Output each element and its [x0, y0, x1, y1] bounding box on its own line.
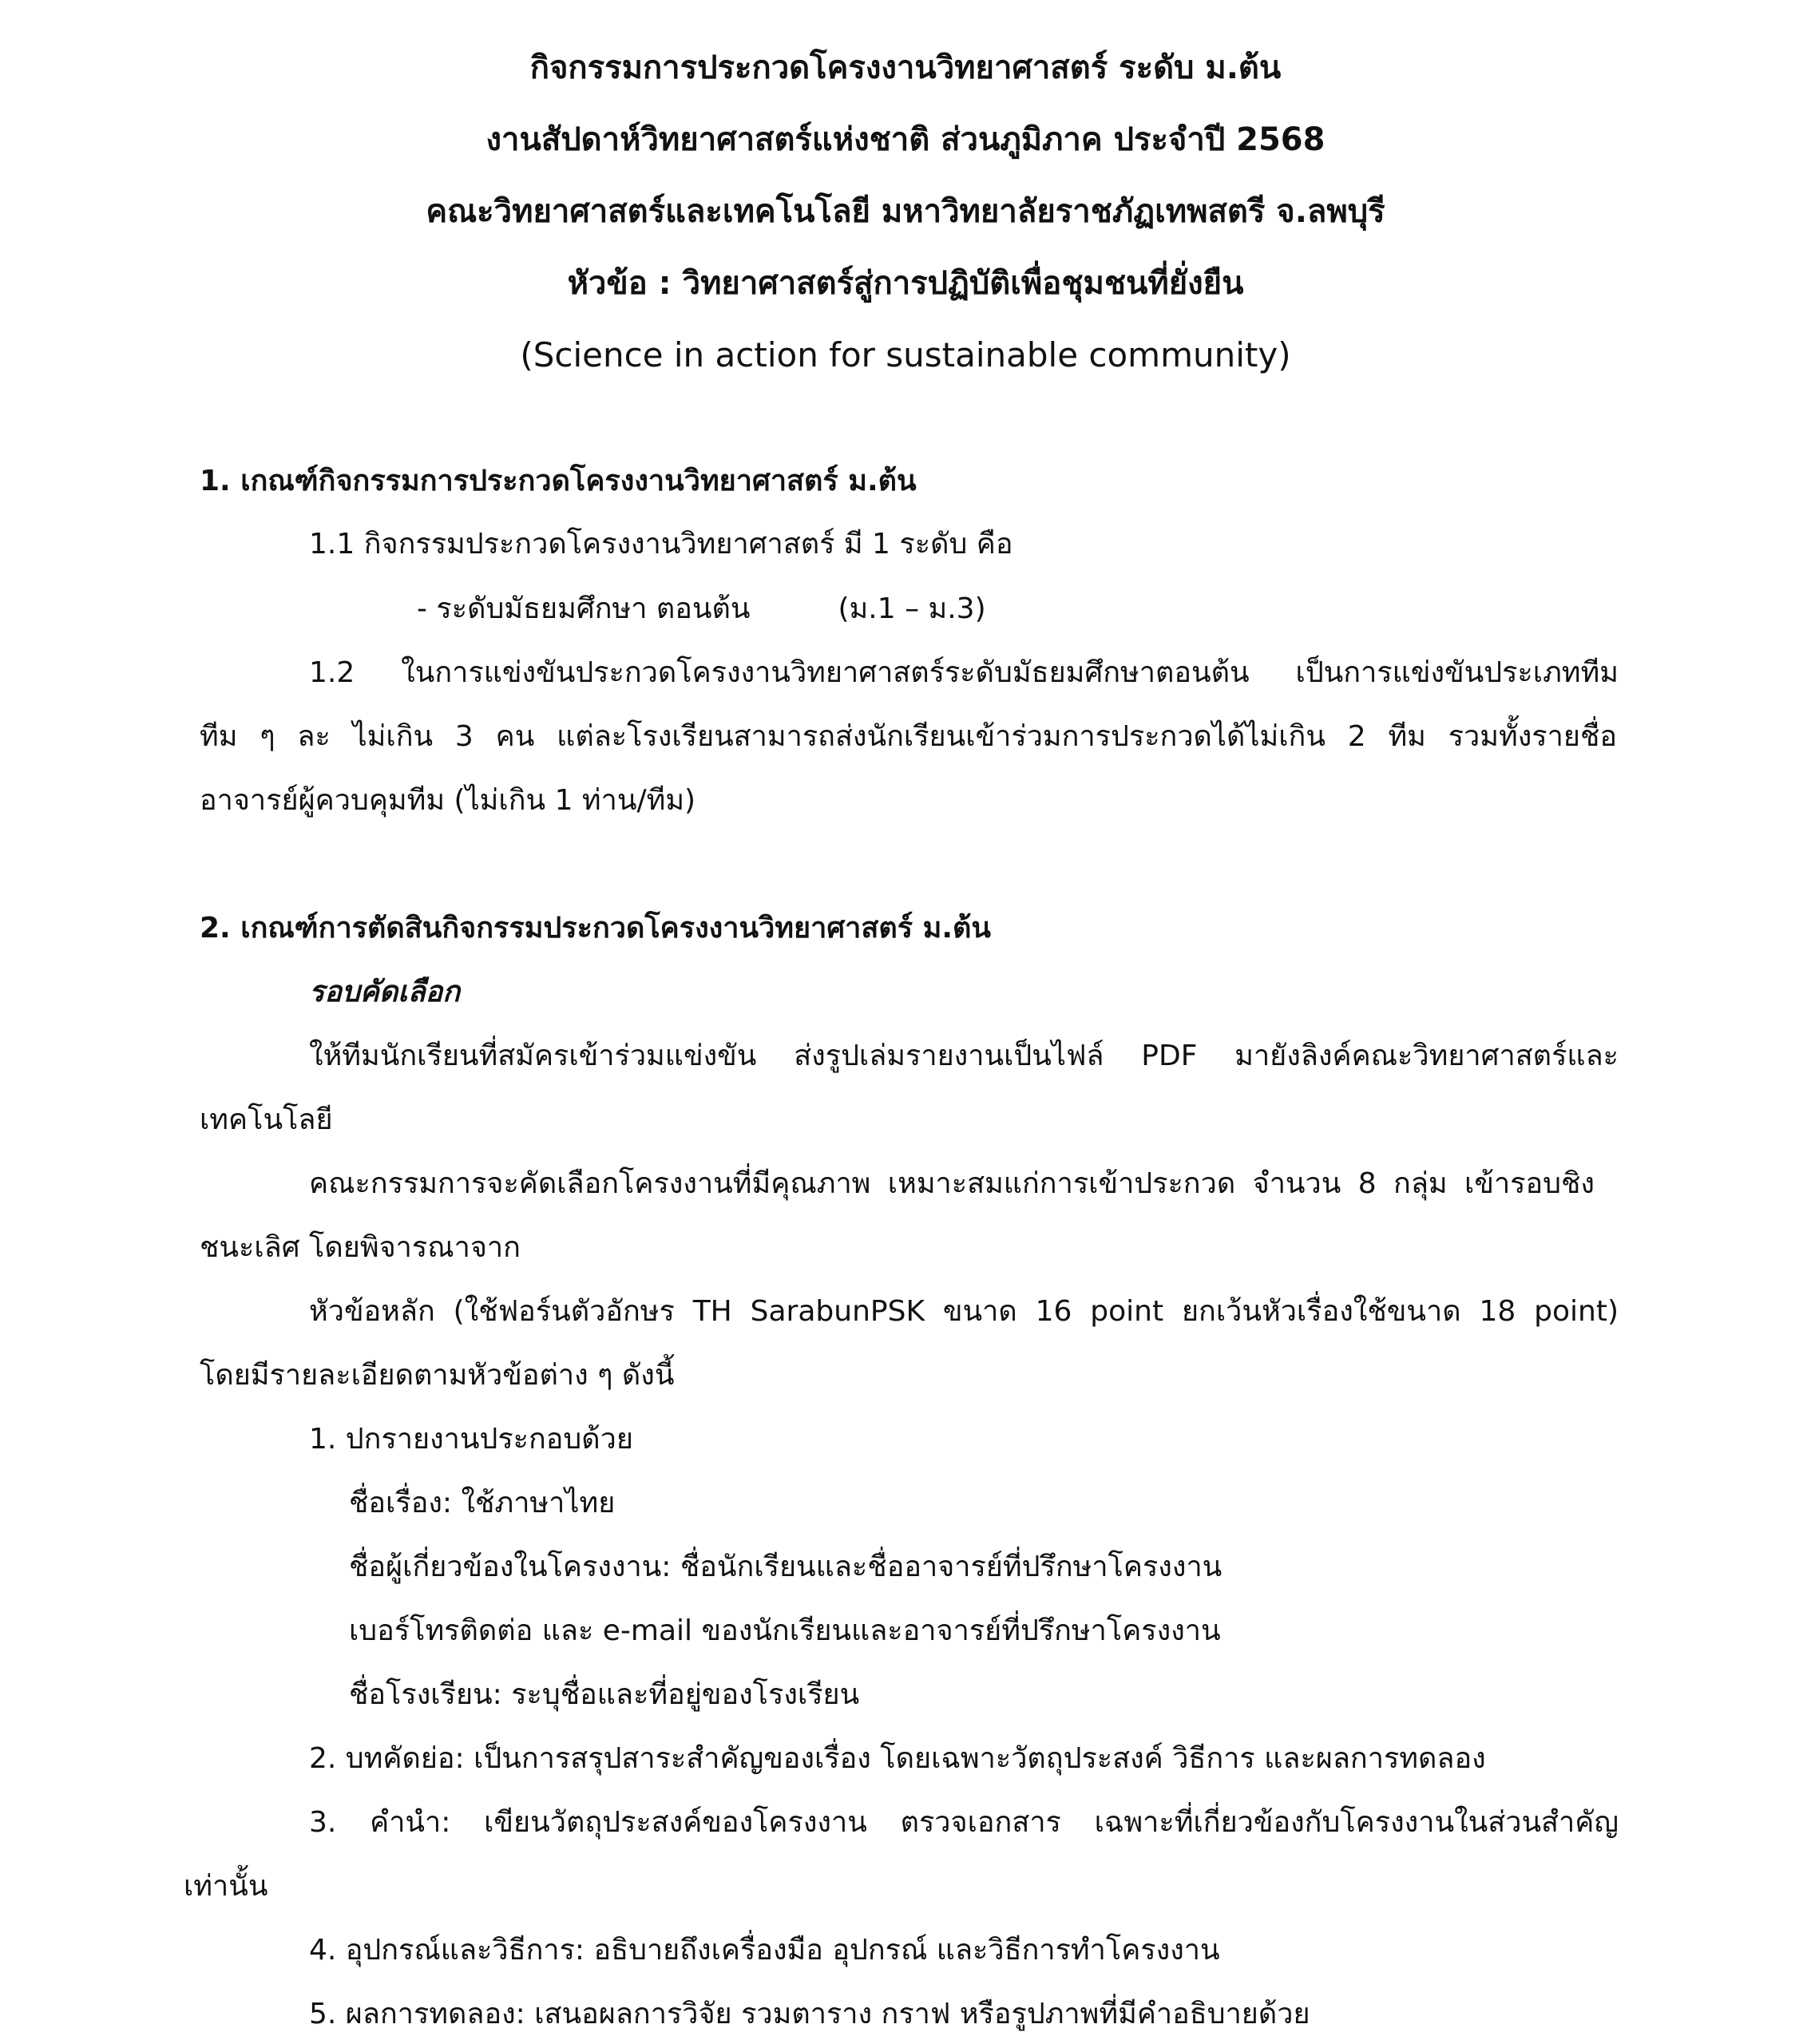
list-item-1: 1. ปกรายงานประกอบด้วย — [309, 1423, 633, 1456]
level-range: (ม.1 – ม.3) — [838, 592, 986, 625]
header-line-3: คณะวิทยาศาสตร์และเทคโนโลยี มหาวิทยาลัยราชภัฏเทพสตรี จ.ลพบุรี — [426, 193, 1385, 230]
header-line-1: กิจกรรมการประกวดโครงงานวิทยาศาสตร์ ระดับ ม.ต้น — [529, 50, 1282, 86]
list-item-4: 4. อุปกรณ์และวิธีการ: อธิบายถึงเครื่องมือ อุปกรณ์ และวิธีการทำโครงงาน — [309, 1934, 1220, 1967]
level-name: - ระดับมัธยมศึกษา ตอนต้น — [417, 592, 751, 625]
section-2-para-1-line-2: เทคโนโลยี — [200, 1103, 333, 1136]
section-2-para-3-line-1: หัวข้อหลัก (ใช้ฟอร์นตัวอักษร TH SarabunPSK ขนาด 16 point ยกเว้นหัวเรื่องใช้ขนาด 18 point) — [309, 1295, 1619, 1328]
list-item-1-a: ชื่อเรื่อง: ใช้ภาษาไทย — [349, 1487, 616, 1519]
section-2-para-2-line-1: คณะกรรมการจะคัดเลือกโครงงานที่มีคุณภาพ เหมาะสมแก่การเข้าประกวด จำนวน 8 กลุ่ม เข้ารอบชิง — [309, 1167, 1595, 1200]
list-item-2: 2. บทคัดย่อ: เป็นการสรุปสาระสำคัญของเรื่อง โดยเฉพาะวัตถุประสงค์ วิธีการ และผลการทดลอง — [309, 1742, 1486, 1775]
section-2-heading: 2. เกณฑ์การตัดสินกิจกรรมประกวดโครงงานวิทยาศาสตร์ ม.ต้น — [200, 912, 992, 945]
section-1-item-1-2-line-1: 1.2 ในการแข่งขันประกวดโครงงานวิทยาศาสตร์ระดับมัธยมศึกษาตอนต้น เป็นการแข่งขันประเภททีม — [309, 656, 1619, 689]
list-item-1-d: ชื่อโรงเรียน: ระบุชื่อและที่อยู่ของโรงเรียน — [349, 1678, 860, 1711]
section-2-para-1-line-1: ให้ทีมนักเรียนที่สมัครเข้าร่วมแข่งขัน ส่งรูปเล่มรายงานเป็นไฟล์ PDF มายังลิงค์คณะวิทยาศาสตร์และ — [309, 1040, 1619, 1072]
section-1-heading: 1. เกณฑ์กิจกรรมการประกวดโครงงานวิทยาศาสตร์ ม.ต้น — [200, 465, 917, 497]
list-item-3-line-1: 3. คำนำ: เขียนวัตถุประสงค์ของโครงงาน ตรวจเอกสาร เฉพาะที่เกี่ยวข้องกับโครงงานในส่วนสำคัญ — [309, 1806, 1619, 1839]
header-line-4: หัวข้อ : วิทยาศาสตร์สู่การปฏิบัติเพื่อชุมชนที่ยั่งยืน — [567, 265, 1244, 302]
section-2-para-2-line-2: ชนะเลิศ โดยพิจารณาจาก — [200, 1231, 521, 1264]
header-line-5: (Science in action for sustainable community) — [520, 335, 1291, 374]
section-1-level-line — [417, 589, 986, 629]
section-2-subheading: รอบคัดเลือก — [309, 976, 461, 1008]
section-1-item-1-2-line-2: ทีม ๆ ละ ไม่เกิน 3 คน แต่ละโรงเรียนสามารถส่งนักเรียนเข้าร่วมการประกวดได้ไม่เกิน 2 ทีม รวมทั้งรายชื่อ — [200, 720, 1617, 753]
list-item-5: 5. ผลการทดลอง: เสนอผลการวิจัย รวมตาราง กราฟ หรือรูปภาพที่มีคำอธิบายด้วย — [309, 1998, 1310, 2030]
header-line-2: งานสัปดาห์วิทยาศาสตร์แห่งชาติ ส่วนภูมิภาค ประจำปี 2568 — [485, 121, 1326, 158]
section-2-para-3-line-2: โดยมีรายละเอียดตามหัวข้อต่าง ๆ ดังนี้ — [200, 1359, 675, 1392]
section-1-item-1-2-line-3: อาจารย์ผู้ควบคุมทีม (ไม่เกิน 1 ท่าน/ทีม) — [200, 784, 696, 817]
list-item-1-c: เบอร์โทรติดต่อ และ e-mail ของนักเรียนและอาจารย์ที่ปรึกษาโครงงาน — [349, 1614, 1221, 1647]
list-item-3-line-2: เท่านั้น — [184, 1870, 268, 1903]
list-item-1-b: ชื่อผู้เกี่ยวข้องในโครงงาน: ชื่อนักเรียนและชื่ออาจารย์ที่ปรึกษาโครงงาน — [349, 1551, 1223, 1583]
section-1-item-1-1: 1.1 กิจกรรมประกวดโครงงานวิทยาศาสตร์ มี 1 ระดับ คือ — [309, 528, 1013, 561]
document-header — [0, 32, 1811, 391]
